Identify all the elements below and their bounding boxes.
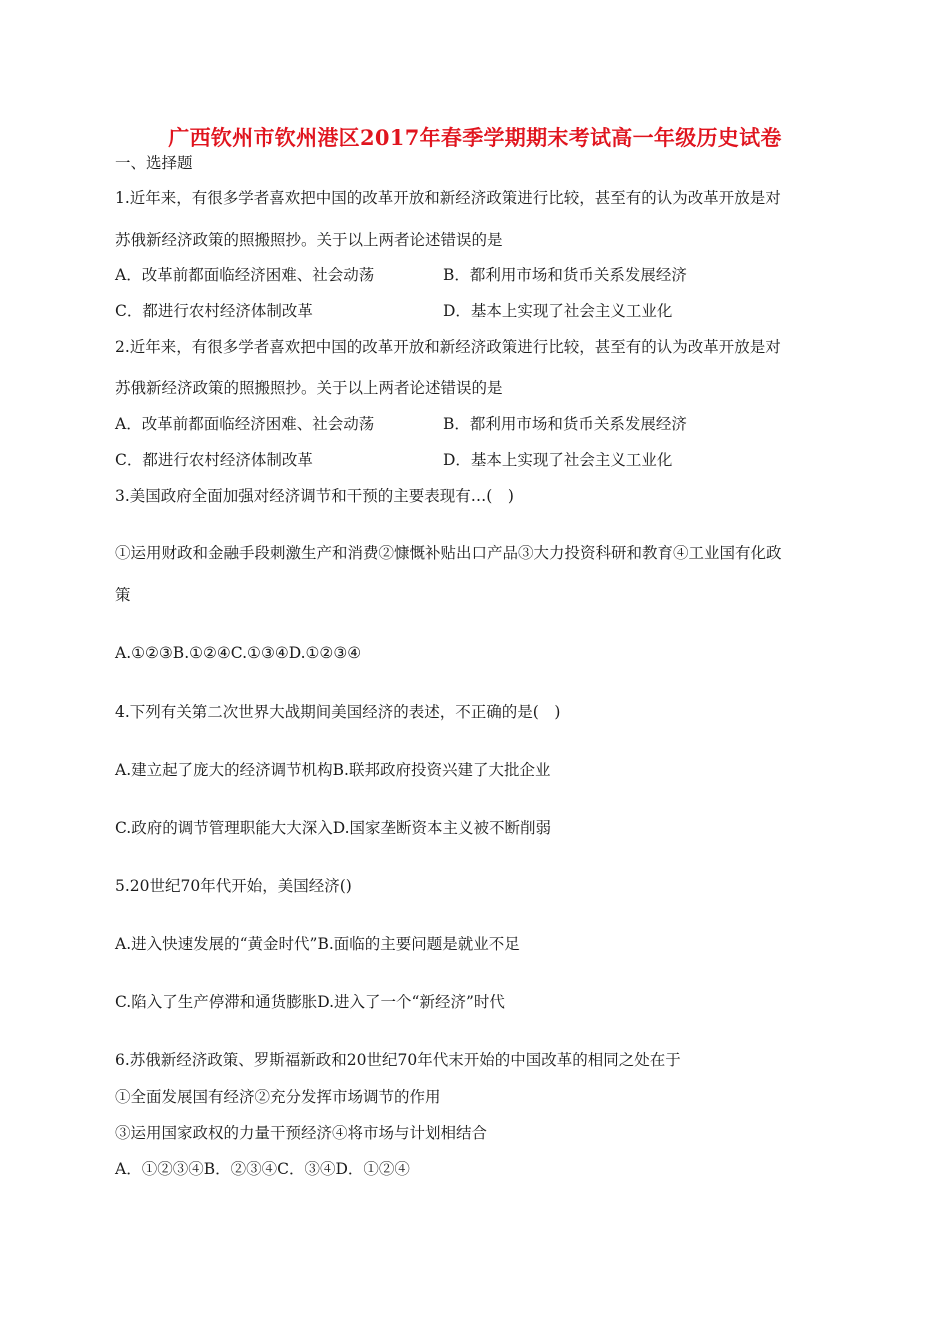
q2-option-c: C．都进行农村经济体制改革 (115, 451, 313, 469)
q1-option-d: D．基本上实现了社会主义工业化 (443, 302, 673, 320)
q2-option-b: B．都利用市场和货币关系发展经济 (443, 415, 687, 433)
q3-items-line2: 策 (115, 586, 131, 604)
q5-options-line2: C.陷入了生产停滞和通货膨胀D.进入了一个“新经济”时代 (115, 993, 505, 1011)
q1-option-b: B．都利用市场和货币关系发展经济 (443, 266, 687, 284)
q6-options: A．①②③④B．②③④C．③④D．①②④ (115, 1160, 410, 1178)
q3-items-line1: ①运用财政和金融手段刺激生产和消费②慷慨补贴出口产品③大力投资科研和教育④工业国有化政 (115, 544, 782, 562)
q3-stem: 3.美国政府全面加强对经济调节和干预的主要表现有…( ) (115, 487, 514, 505)
q2-option-a: A．改革前都面临经济困难、社会动荡 (115, 415, 375, 433)
q1-stem-line2: 苏俄新经济政策的照搬照抄。关于以上两者论述错误的是 (115, 231, 503, 249)
q1-stem-line1: 1.近年来，有很多学者喜欢把中国的改革开放和新经济政策进行比较，甚至有的认为改革开放是对 (115, 189, 781, 207)
q5-stem: 5.20世纪70年代开始，美国经济() (115, 877, 352, 895)
q2-option-d: D．基本上实现了社会主义工业化 (443, 451, 673, 469)
exam-title: 广西钦州市钦州港区2017年春季学期期末考试高一年级历史试卷 (168, 125, 782, 150)
q4-options-line1: A.建立起了庞大的经济调节机构B.联邦政府投资兴建了大批企业 (115, 761, 551, 779)
section-heading: 一、选择题 (115, 154, 193, 172)
q6-stem: 6.苏俄新经济政策、罗斯福新政和20世纪70年代末开始的中国改革的相同之处在于 (115, 1051, 681, 1069)
q2-stem-line2: 苏俄新经济政策的照搬照抄。关于以上两者论述错误的是 (115, 379, 503, 397)
q1-option-c: C．都进行农村经济体制改革 (115, 302, 313, 320)
q3-options: A.①②③B.①②④C.①③④D.①②③④ (115, 644, 362, 662)
q1-option-a: A．改革前都面临经济困难、社会动荡 (115, 266, 375, 284)
q2-stem-line1: 2.近年来，有很多学者喜欢把中国的改革开放和新经济政策进行比较，甚至有的认为改革开放是对 (115, 338, 781, 356)
q5-options-line1: A.进入快速发展的“黄金时代”B.面临的主要问题是就业不足 (115, 935, 520, 953)
q4-options-line2: C.政府的调节管理职能大大深入D.国家垄断资本主义被不断削弱 (115, 819, 552, 837)
q6-items-line1: ①全面发展国有经济②充分发挥市场调节的作用 (115, 1088, 441, 1106)
q4-stem: 4.下列有关第二次世界大战期间美国经济的表述，不正确的是( ) (115, 703, 561, 721)
q6-items-line2: ③运用国家政权的力量干预经济④将市场与计划相结合 (115, 1124, 488, 1142)
